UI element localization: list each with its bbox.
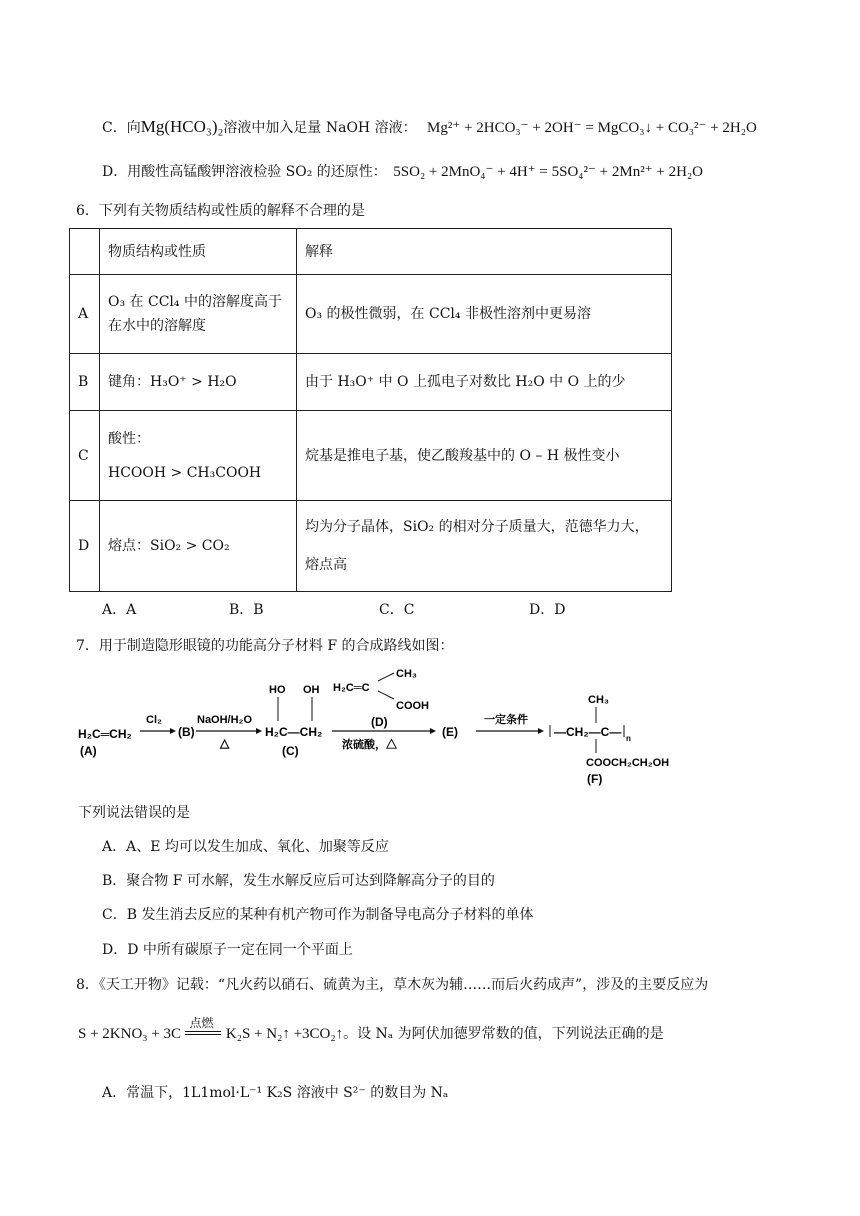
q6-stem: 6．下列有关物质结构或性质的解释不合理的是 [76, 203, 365, 219]
table-row [70, 275, 672, 354]
q6-table [69, 228, 672, 592]
compound-f-substituent: COOCH₂CH₂OH [586, 757, 670, 769]
compound-e-label: (E) [442, 725, 458, 739]
reagent-naoh: NaOH/H₂O [197, 714, 253, 726]
q8-equation: S + 2KNO₃ + 3C 点燃 K₂S + N₂↑ +3CO₂↑。设 Nₐ 为阿伏加德罗常数的值，下列说法正确的是 [78, 1016, 664, 1042]
table-header-row [70, 229, 672, 275]
q5-c-equation: Mg²⁺ + 2HCO₃⁻ + 2OH⁻ = MgCO₃↓ + CO₃²⁻ + 2H₂O [427, 120, 757, 136]
compound-d-label: (D) [371, 715, 388, 729]
arrow-1-head [170, 728, 176, 734]
q7-option-b: B．聚合物 F 可水解，发生水解反应后可达到降解高分子的目的 [102, 873, 495, 889]
reagent-cl2: Cl₂ [146, 714, 162, 726]
condition-heat: △ [220, 736, 230, 750]
property-cell: 熔点：SiO₂ > CO₂ [100, 501, 297, 592]
q5-option-d: D．用酸性高锰酸钾溶液检验 SO₂ 的还原性： 5SO₂ + 2MnO₄⁻ + 4H⁺ = 5SO₄²⁻ + 2Mn²⁺ + 2H₂O [102, 164, 703, 180]
explanation-cell: 均为分子晶体，SiO₂ 的相对分子质量大，范德华力大， 熔点高 [297, 501, 672, 592]
q7-option-d: D．D 中所有碳原子一定在同一个平面上 [102, 942, 353, 958]
table-header-cell [70, 229, 100, 275]
q8-option-a: A．常温下，1L1mol·L⁻¹ K₂S 溶液中 S²⁻ 的数目为 Nₐ [102, 1085, 449, 1101]
property-cell: 键角：H₃O⁺ > H₂O [100, 354, 297, 411]
compound-f-label: (F) [587, 772, 603, 786]
q8-stem: 8．《天工开物》记载：“凡火药以硝石、硫黄为主，草木灰为辅……而后火药成声”，涉及的主要反应为 [76, 977, 709, 993]
row-label: B [70, 354, 100, 411]
explanation-cell: 由于 H₃O⁺ 中 O 上孤电子对数比 H₂O 中 O 上的少 [297, 354, 672, 411]
compound-a-label: (A) [80, 744, 97, 758]
compound-d-formula: H₂C═C [333, 682, 370, 694]
table-header-cell: 物质结构或性质 [100, 229, 297, 275]
condition-specific: 一定条件 [484, 714, 528, 726]
subscript-n: n [626, 734, 631, 743]
arrow-2-head [256, 728, 262, 734]
bond [378, 691, 394, 699]
compound-b-label: (B) [178, 725, 195, 739]
q6-option-d: D．D [529, 602, 566, 618]
q5-c-compound: Mg(HCO₃)₂ [140, 117, 224, 136]
compound-c-oh: OH [303, 684, 320, 696]
q6-option-b: B．B [229, 602, 264, 618]
compound-f-ch3: CH₃ [588, 694, 609, 706]
table-row [70, 354, 672, 411]
q6-option-a: A．A [102, 602, 137, 618]
property-cell: 酸性： HCOOH > CH₃COOH [100, 411, 297, 501]
equation-condition: 点燃 [185, 1033, 221, 1035]
compound-c-formula: H₂C—CH₂ [265, 725, 323, 739]
explanation-cell: 烷基是推电子基，使乙酸羧基中的 O – H 极性变小 [297, 411, 672, 501]
row-label: A [70, 275, 100, 354]
q7-synthesis-scheme [70, 665, 710, 795]
q7-option-a: A．A、E 均可以发生加成、氧化、加聚等反应 [102, 839, 389, 855]
compound-c-ho: HO [269, 684, 286, 696]
table-row [70, 501, 672, 592]
compound-a-formula: H₂C═CH₂ [78, 727, 132, 741]
q7-lead: 下列说法错误的是 [78, 805, 190, 821]
compound-c-label: (C) [282, 744, 299, 758]
q7-stem: 7．用于制造隐形眼镜的功能高分子材料 F 的合成路线如图： [76, 638, 454, 654]
row-label: C [70, 411, 100, 501]
compound-d-cooh: COOH [396, 700, 429, 712]
arrow-4-head [538, 728, 544, 734]
explanation-cell: O₃ 的极性微弱，在 CCl₄ 非极性溶剂中更易溶 [297, 275, 672, 354]
row-label: D [70, 501, 100, 592]
property-cell: O₃ 在 CCl₄ 中的溶解度高于 在水中的溶解度 [100, 275, 297, 354]
q5-d-equation: 5SO₂ + 2MnO₄⁻ + 4H⁺ = 5SO₄²⁻ + 2Mn²⁺ + 2H₂O [393, 164, 703, 180]
condition-conc-h2so4: 浓硫酸，△ [342, 739, 397, 751]
table-row [70, 411, 672, 501]
compound-f-chain: —CH₂—C— [554, 725, 622, 739]
arrow-3-head [430, 728, 436, 734]
q6-option-c: C．C [379, 602, 415, 618]
q7-option-c: C．B 发生消去反应的某种有机产物可作为制备导电高分子材料的单体 [102, 907, 534, 923]
compound-d-ch3: CH₃ [396, 668, 417, 680]
table-header-cell: 解释 [297, 229, 672, 275]
q5-option-c: C．向Mg(HCO₃)₂溶液中加入足量 NaOH 溶液： Mg²⁺ + 2HCO₃⁻ + 2OH⁻ = MgCO₃↓ + CO₃²⁻ + 2H₂O [102, 117, 757, 136]
bond [378, 673, 394, 681]
